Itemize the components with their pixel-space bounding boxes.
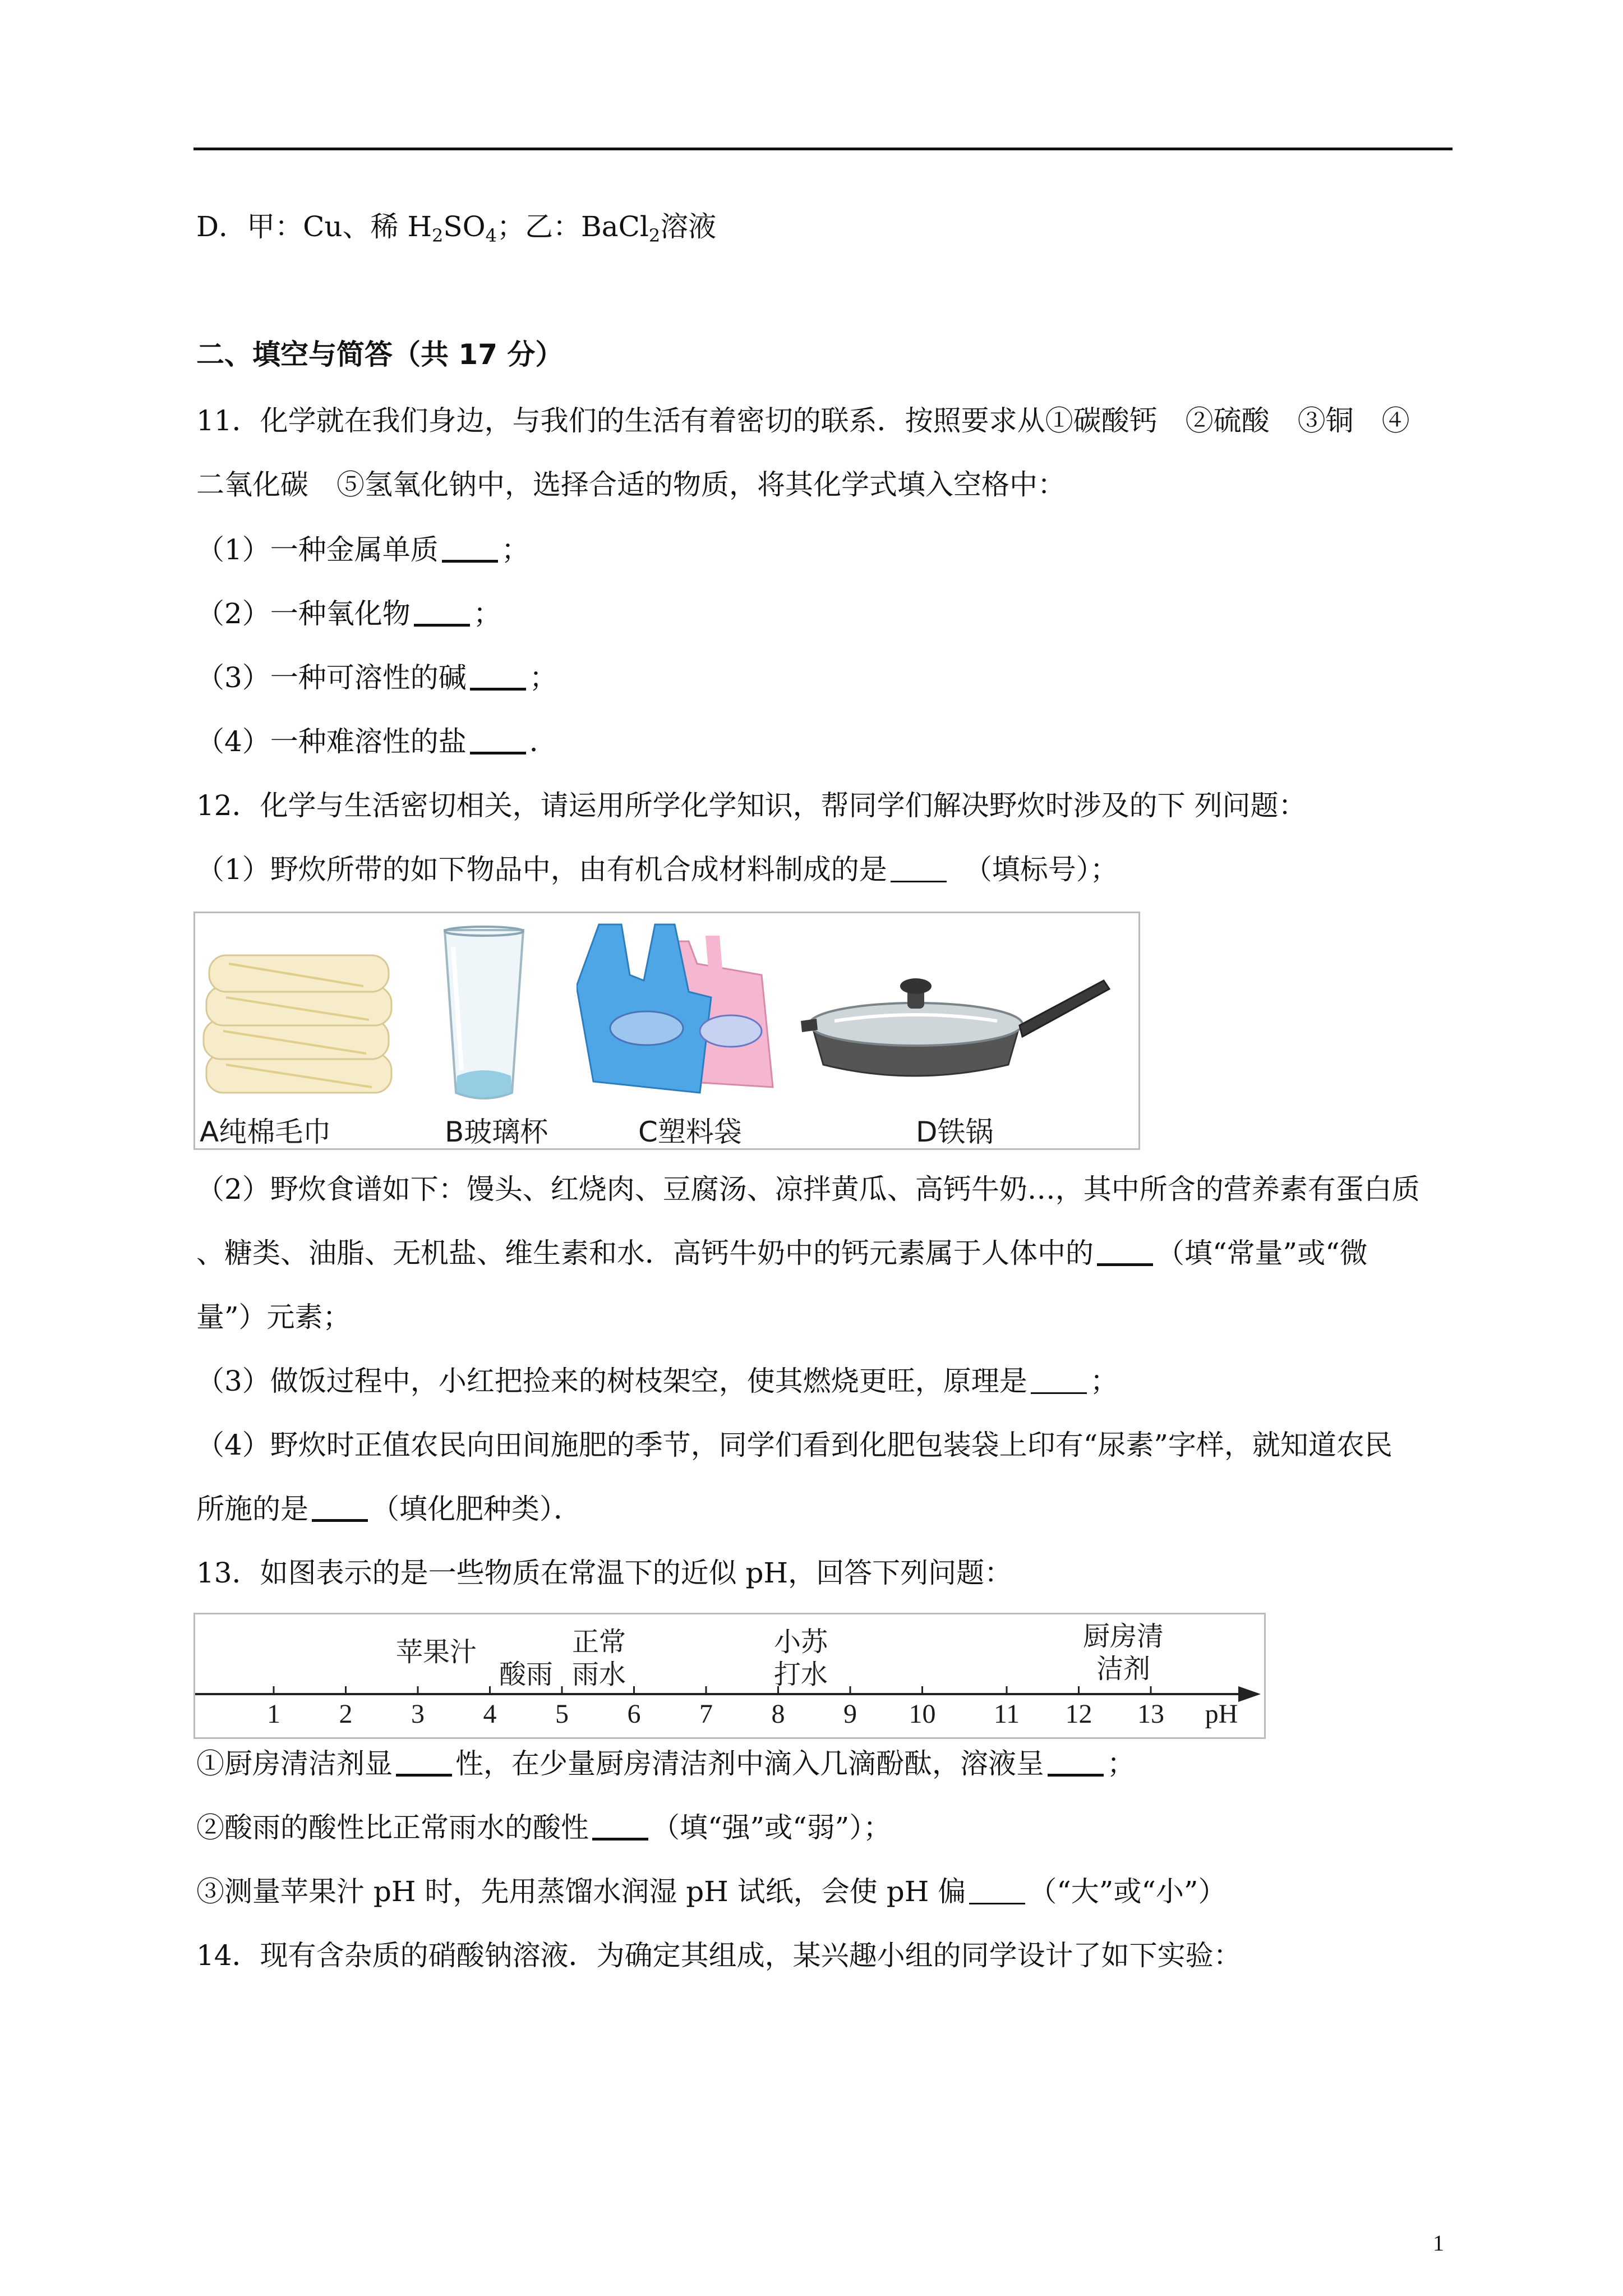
iron-wok-icon [801,958,1115,1098]
header-rule [193,148,1453,150]
answer-blank[interactable] [470,727,526,754]
answer-blank[interactable] [442,535,498,563]
q12-part3: （3）做饭过程中，小红把捡来的树枝架空，使其燃烧更旺，原理是 ； [196,1365,1118,1397]
ph-label-kitchen-cleaner: 厨房清 洁剂 [1082,1621,1164,1685]
answer-blank[interactable] [414,599,470,627]
ph-tick-label: 3 [411,1699,425,1729]
q12-stem: 12．化学与生活密切相关，请运用所学化学知识，帮同学们解决野炊时涉及的下 列问题： [196,789,1307,822]
figure-label-d: D铁锅 [916,1116,994,1148]
ph-tick-label: 6 [627,1699,641,1729]
ph-tick-label: 2 [339,1699,353,1729]
q13-sub3: ③测量苹果汁 pH 时，先用蒸馏水润湿 pH 试纸，会使 pH 偏 （“大”或“小”） [196,1875,1227,1908]
ph-tick-label: 4 [483,1699,497,1729]
answer-blank[interactable] [969,1878,1025,1904]
q12-part4-line1: （4）野炊时正值农民向田间施肥的季节，同学们看到化肥包装袋上印有“尿素”字样，就知道农民 [196,1429,1393,1461]
ph-axis-unit: pH [1205,1699,1238,1729]
q12-part4-line2: 所施的是 （填化肥种类）． [196,1493,582,1525]
answer-blank[interactable] [1097,1239,1153,1266]
section-title: 二、填空与简答（共 17 分） [196,338,564,371]
q11-stem-line2: 二氧化碳 ⑤氢氧化钠中，选择合适的物质，将其化学式填入空格中： [196,468,1066,501]
page-number: 1 [1433,2230,1444,2256]
ph-tick-label: 5 [555,1699,569,1729]
glass-cup-icon [434,924,534,1110]
q12-part2-line1: （2）野炊食谱如下：馒头、红烧肉、豆腐汤、凉拌黄瓜、高钙牛奶…，其中所含的营养素有蛋白质 [196,1173,1420,1205]
answer-blank[interactable] [1048,1749,1104,1777]
ph-label-baking-soda: 小苏 打水 [773,1626,828,1690]
ph-tick-label: 12 [1065,1699,1092,1729]
ph-tick-label: 7 [699,1699,713,1729]
q11-stem-line1: 11．化学就在我们身边，与我们的生活有着密切的联系．按照要求从①碳酸钙 ②硫酸 ③铜 ④ [196,404,1410,437]
ph-tick-label: 9 [843,1699,857,1729]
ph-tick-label: 1 [267,1699,280,1729]
ph-tick-label: 11 [993,1699,1020,1729]
ph-label-acid-rain: 酸雨 [499,1659,553,1690]
figure-label-b: B玻璃杯 [445,1116,548,1148]
answer-blank[interactable] [396,1749,452,1777]
towel-stack-icon [195,947,403,1115]
ph-tick-label: 13 [1137,1699,1164,1729]
answer-blank[interactable] [470,663,526,691]
q11-item-3: （3）一种可溶性的碱 ； [196,661,557,694]
answer-blank[interactable] [891,856,947,882]
option-d-line: D．甲：Cu、稀 $H_2SO_4$；乙：BaCl$_2$溶液 [196,210,717,246]
q13-stem: 13．如图表示的是一些物质在常温下的近似 pH，回答下列问题： [196,1557,1013,1589]
q12-part2-line3: 量”）元素； [196,1301,351,1333]
ph-tick-label: 8 [771,1699,785,1729]
ph-scale-figure [193,1613,1266,1739]
answer-blank[interactable] [312,1494,368,1522]
q11-item-1: （1）一种金属单质 ； [196,533,529,566]
q13-sub2: ②酸雨的酸性比正常雨水的酸性 （填“强”或“弱”）； [196,1811,892,1844]
ph-axis-arrow [1238,1686,1261,1702]
q14-stem: 14．现有含杂质的硝酸钠溶液．为确定其组成，某兴趣小组的同学设计了如下实验： [196,1939,1242,1972]
figure-label-a: A纯棉毛巾 [200,1116,331,1148]
ph-label-normal-rain: 正常 雨水 [571,1626,626,1690]
ph-tick-label: 10 [909,1699,936,1729]
q11-item-4: （4）一种难溶性的盐 ． [196,725,557,758]
figure-label-c: C塑料袋 [638,1116,742,1148]
q12-part2-line2: 、糖类、油脂、无机盐、维生素和水．高钙牛奶中的钙元素属于人体中的 （填“常量”或“微 [196,1237,1368,1269]
answer-blank[interactable] [592,1813,648,1841]
q11-item-2: （2）一种氧化物 ； [196,597,501,630]
ph-label-apple-juice: 苹果汁 [395,1636,477,1668]
plastic-bag-icon [577,913,790,1098]
q13-sub1: ①厨房清洁剂显 性，在少量厨房清洁剂中滴入几滴酚酞，溶液呈 ； [196,1747,1135,1780]
q12-part1: （1）野炊所带的如下物品中，由有机合成材料制成的是 （填标号）； [196,853,1118,886]
answer-blank[interactable] [1031,1368,1087,1394]
items-figure [193,912,1140,1150]
